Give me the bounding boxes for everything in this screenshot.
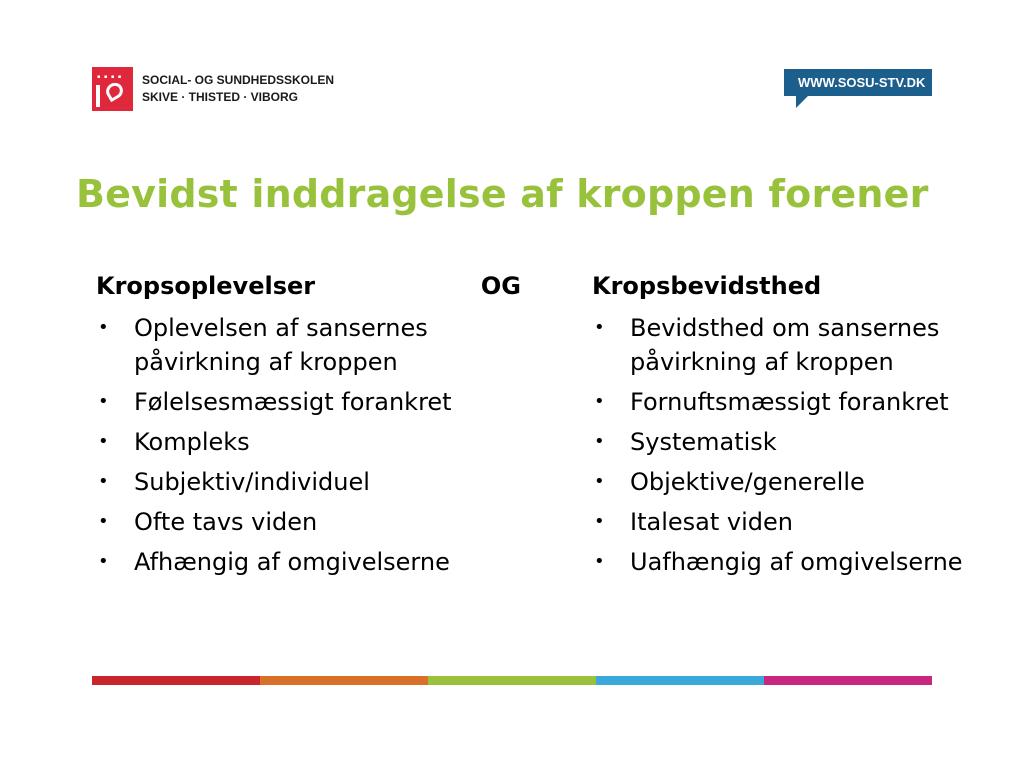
bullet-text: Bevidsthed om sansernes påvirkning af kroppen (630, 314, 940, 376)
bullet-item (96, 385, 521, 419)
bullet-text: Følelsesmæssigt forankret (134, 388, 452, 416)
left-heading (96, 270, 521, 302)
bullet-item (592, 385, 1012, 419)
bullet-text: Ofte tavs viden (134, 508, 318, 536)
school-name (142, 72, 334, 106)
bullet-icon: • (594, 551, 605, 572)
website-url[interactable]: WWW.SOSU-STV.DK (798, 75, 926, 90)
school-logo (92, 67, 334, 111)
bullet-text: Afhængig af omgivelserne (134, 548, 450, 576)
bullet-icon: • (98, 511, 109, 532)
bullet-text: Subjektiv/individuel (134, 468, 370, 496)
color-strip-segment (428, 676, 596, 685)
right-column (592, 270, 1012, 585)
bullet-item (592, 311, 1012, 379)
right-heading (592, 270, 1012, 302)
color-strip-segment (92, 676, 260, 685)
bullet-item (96, 311, 521, 379)
bullet-icon: • (98, 391, 109, 412)
bullet-item (592, 465, 1012, 499)
bullet-text: Kompleks (134, 428, 250, 456)
left-column (96, 270, 521, 585)
color-strip (92, 676, 932, 685)
bullet-item (592, 505, 1012, 539)
bullet-text: Uafhængig af omgivelserne (630, 548, 963, 576)
bullet-icon: • (98, 551, 109, 572)
bullet-text: Fornuftsmæssigt forankret (630, 388, 949, 416)
bullet-item (592, 425, 1012, 459)
bullet-icon: • (594, 511, 605, 532)
right-heading-label: Kropsbevidsthed (592, 272, 822, 300)
bullet-item (96, 465, 521, 499)
left-bullet-list (96, 311, 521, 579)
speech-tail-icon (796, 96, 808, 108)
bullet-text: Objektive/generelle (630, 468, 865, 496)
heading-connector: OG (480, 272, 521, 300)
school-name-line2: SKIVE · THISTED · VIBORG (142, 90, 299, 104)
color-strip-segment (260, 676, 428, 685)
bullet-text: Italesat viden (630, 508, 793, 536)
bullet-icon: • (594, 431, 605, 452)
color-strip-segment (596, 676, 764, 685)
school-logo-icon: ▪ ▪ ▪ ▪ (92, 67, 133, 111)
bullet-item (96, 505, 521, 539)
school-name-line1: SOCIAL- OG SUNDHEDSSKOLEN (142, 73, 335, 87)
bullet-icon: • (594, 317, 605, 338)
bullet-icon: • (98, 317, 109, 338)
bullet-icon: • (594, 471, 605, 492)
bullet-icon: • (98, 431, 109, 452)
color-strip-segment (764, 676, 932, 685)
bullet-text: Systematisk (630, 428, 777, 456)
bullet-icon: • (594, 391, 605, 412)
bullet-icon: • (98, 471, 109, 492)
slide-title: Bevidst inddragelse af kroppen forener (76, 172, 929, 216)
right-bullet-list (592, 311, 1012, 579)
bullet-item (592, 545, 1012, 579)
bullet-item (96, 425, 521, 459)
bullet-item (96, 545, 521, 579)
left-heading-label: Kropsoplevelser (96, 272, 316, 300)
bullet-text: Oplevelsen af sansernes påvirkning af kroppen (134, 314, 428, 376)
website-badge[interactable] (784, 69, 932, 96)
